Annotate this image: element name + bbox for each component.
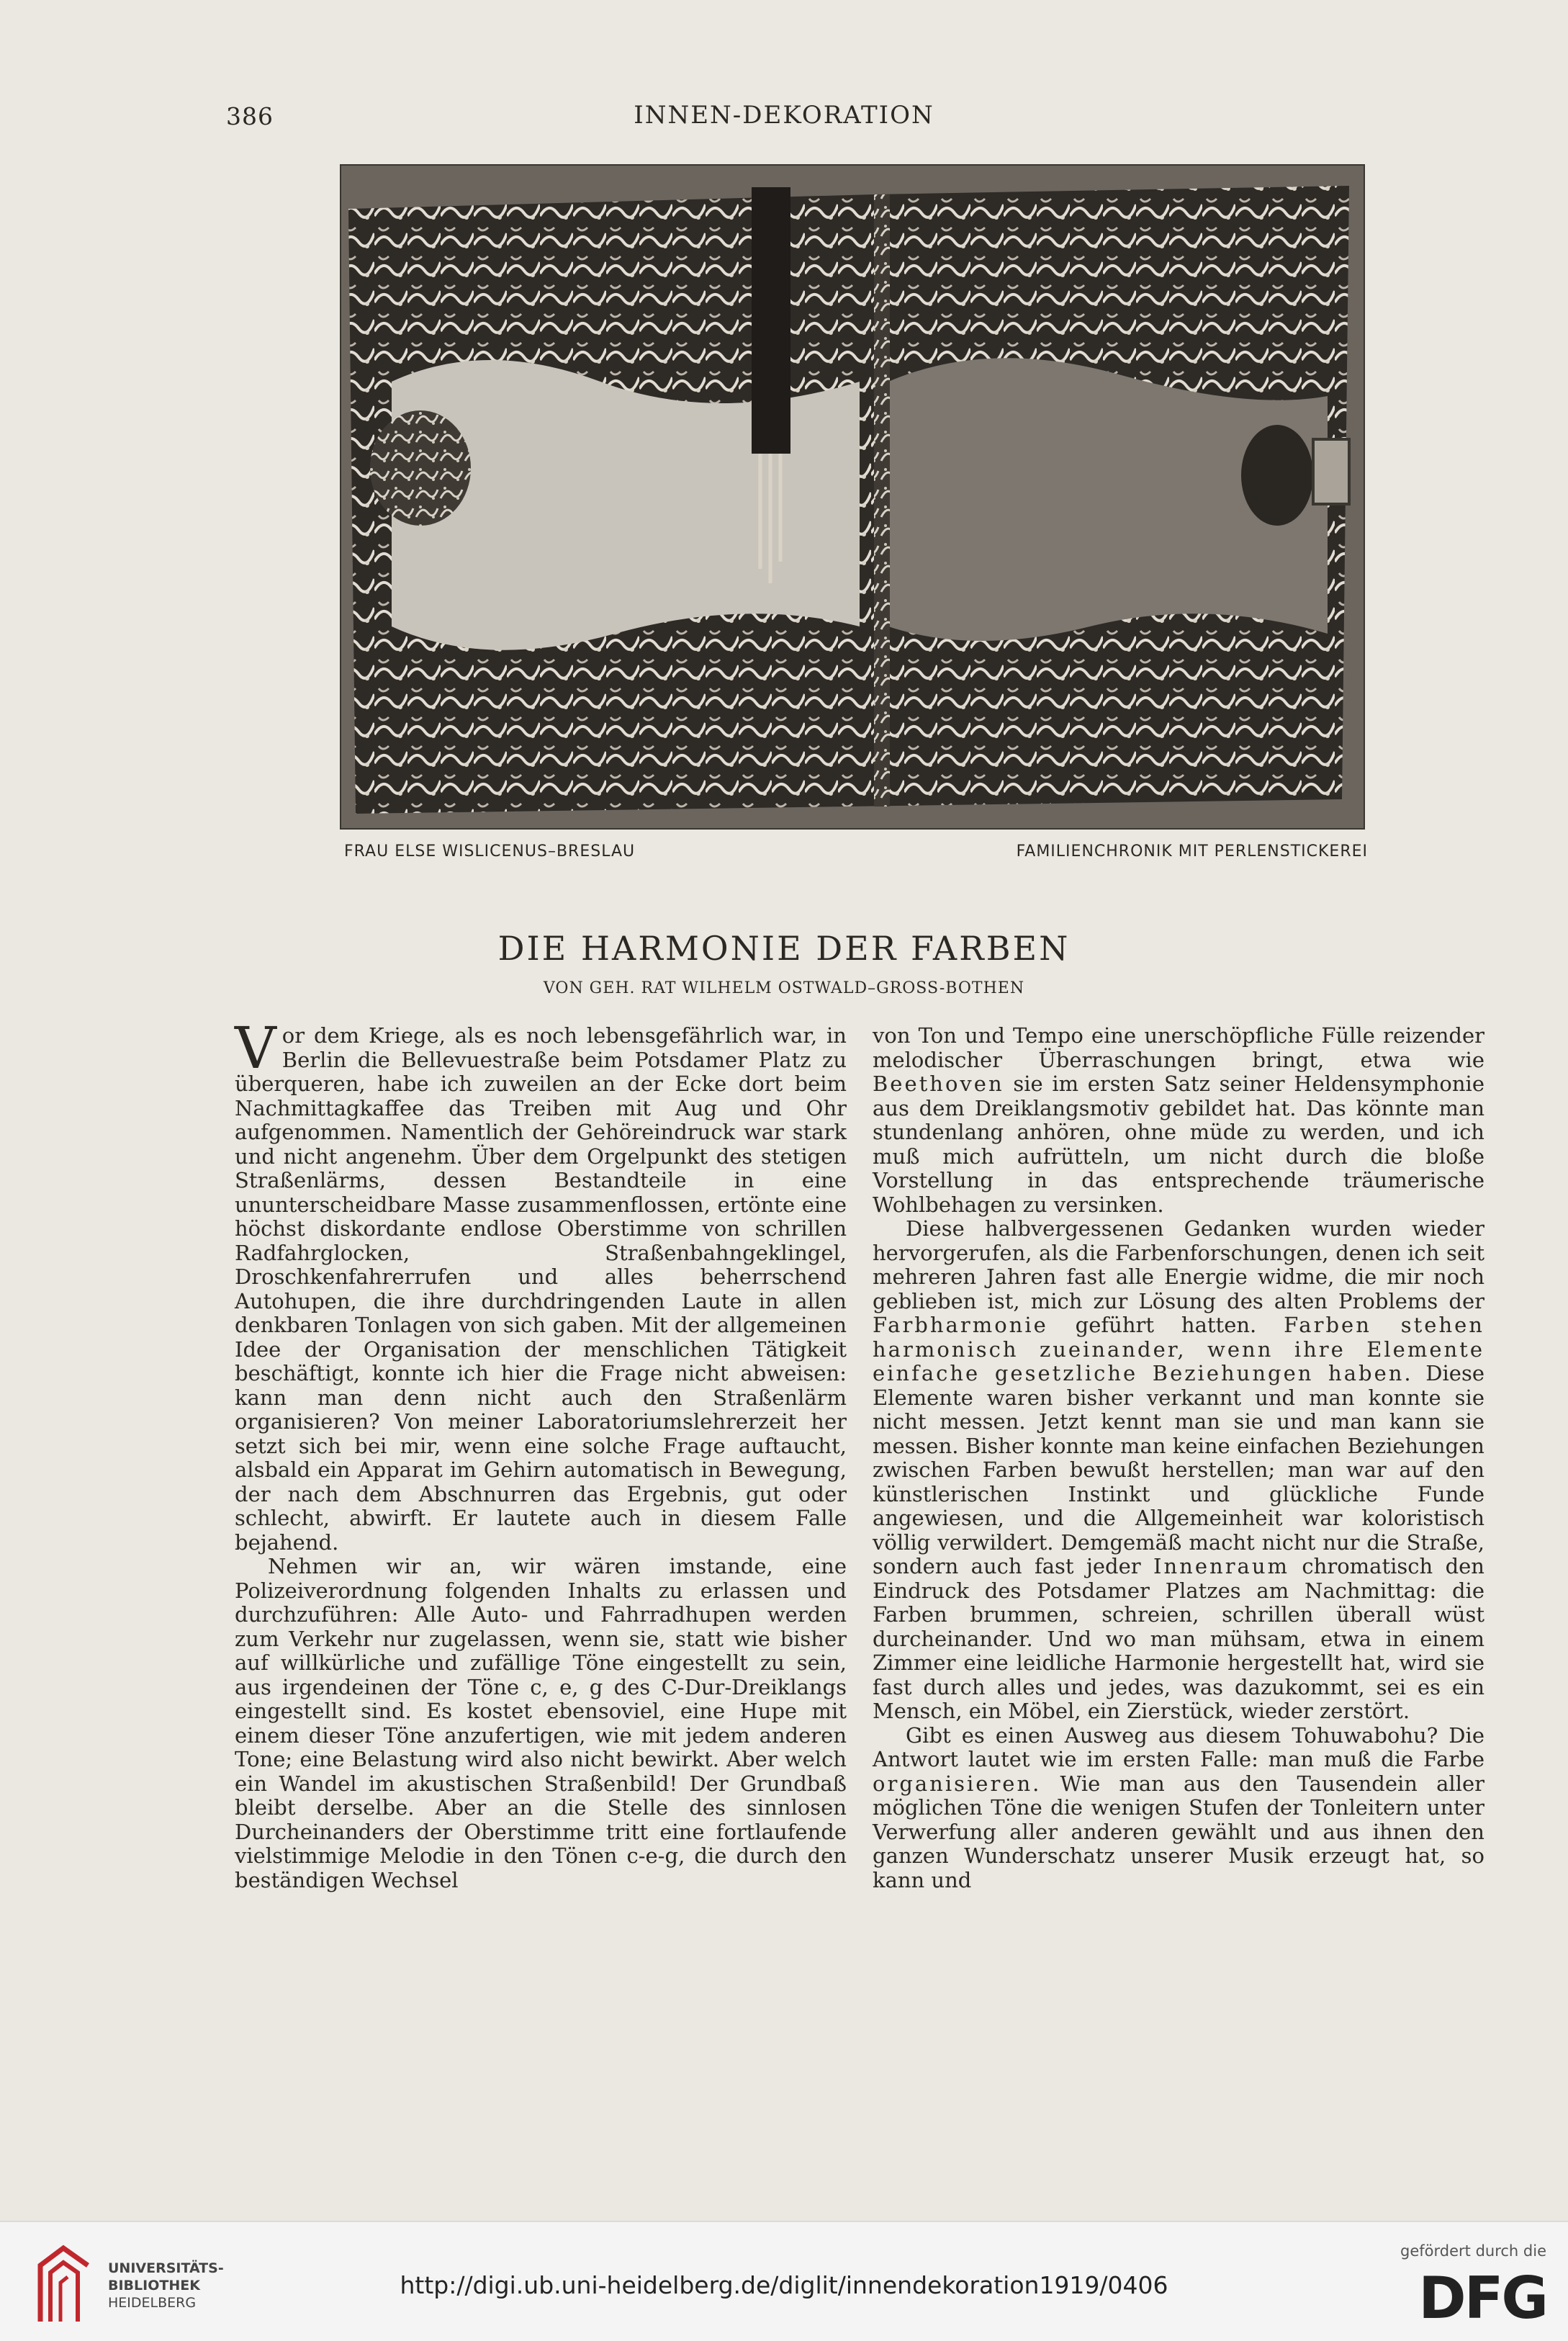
page-number: 386: [226, 102, 274, 130]
emphasis-spaced: Innenraum: [1153, 1554, 1290, 1578]
text-run: Diese halbvergessenen Gedanken wurden wieder hervorgerufen, als die Farbenforschungen, denen ich seit mehreren Jahren fast alle Energie widme, die mir noch geblieben ist, mich zur Lösung des alten Problems der: [873, 1216, 1484, 1313]
text-run: Wie man aus den Tausendein aller möglichen Töne die wenigen Stufen der Tonleitern unter Verwerfung aller anderen gewählt und aus ihnen den ganzen Wunderschatz unserer Musik erzeugt hat, so kann und: [873, 1771, 1484, 1892]
library-name-line: BIBLIOTHEK: [108, 2278, 200, 2293]
library-name-line: HEIDELBERG: [108, 2295, 197, 2311]
paragraph-text: or dem Kriege, als es noch lebensgefährlich war, in Berlin die Bellevuestraße beim Potsdamer Platz zu überqueren, habe ich zuweilen an der Ecke dort beim Nachmittagkaffee das Treiben mit Aug und Ohr aufgenommen. Namentlich der Gehöreindruck war stark und nicht angenehm. Über dem Orgelpunkt des stetigen Straßenlärms, dessen Bestandteile in eine ununterscheidbare Masse zusammenflossen, ertönte eine höchst diskordante endlose Oberstimme von schrillen Radfahrglocken, Straßenbahngeklingel, Droschkenfahrerrufen und alles beherrschend Autohupen, die ihre durchdringenden Laute in allen denkbaren Tonlagen von sich gaben. Mit der allgemeinen Idee der Organisation der menschlichen Tätigkeit beschäftigt, konnte ich hier die Frage nicht abweisen: kann man denn nicht auch den Straßenlärm organisieren? Von meiner Laboratoriumslehrerzeit her setzt sich bei mir, wenn eine solche Frage auftaucht, alsbald ein Apparat im Gehirn automatisch in Bewegung, der nach dem Abschnurren das Ergebnis, gut oder schlecht, abwirft. Er lautete auch in diesem Falle bejahend.: [235, 1023, 847, 1555]
article-title: DIE HARMONIE DER FARBEN: [497, 929, 1071, 968]
figure-photo: [340, 164, 1365, 830]
paragraph: [873, 1024, 1484, 1217]
footer-bar: [0, 2221, 1568, 2341]
article-byline: VON GEH. RAT WILHELM OSTWALD–GROSS-BOTHEN: [543, 979, 1025, 997]
drop-cap: V: [235, 1015, 276, 1082]
text-run: Gibt es einen Ausweg aus diesem Tohuwabohu? Die Antwort lautet wie im ersten Falle: man muß die Farbe: [873, 1722, 1484, 1771]
text-run: von Ton und Tempo eine unerschöpfliche Fülle reizender melodischer Überraschungen bringt, etwa wie: [873, 1023, 1484, 1072]
article-column-left: [235, 1015, 847, 1892]
paragraph: [873, 1724, 1484, 1893]
caption-left: FRAU ELSE WISLICENUS–BRESLAU: [344, 843, 636, 861]
emphasis-spaced: organisieren.: [873, 1771, 1042, 1796]
text-run: sie im ersten Satz seiner Heldensymphonie aus dem Dreiklangsmotiv gebildet hat. Das könnte man stundenlang anhören, ohne müde zu werden, und ich muß mich aufrütteln, um nicht durch die bloße Vorstellung in das entsprechende träumerische Wohlbehagen zu versinken.: [873, 1071, 1484, 1217]
funding-note: gefördert durch die: [1400, 2242, 1546, 2260]
emphasis-spaced: Farbharmonie: [873, 1313, 1048, 1337]
beaded-album-image: [341, 166, 1364, 828]
emphasis-spaced: Beethoven: [873, 1071, 1004, 1096]
source-url[interactable]: http://digi.ub.uni-heidelberg.de/diglit/innendekoration1919/0406: [400, 2271, 1168, 2299]
library-name-line: UNIVERSITÄTS-: [108, 2260, 224, 2276]
text-run: geführt hatten.: [1047, 1313, 1284, 1337]
emphasis-spaced: Farben stehen harmonisch zueinander, wenn ihre Elemente einfache gesetzliche Beziehungen haben.: [873, 1313, 1484, 1385]
text-run: chromatisch den Eindruck des Potsdamer Platzes am Nachmittag: die Farben brummen, schreien, schrillen überall wüst durcheinander. Und wo man mühsam, etwa in einem Zimmer eine leidliche Harmonie hergestellt hat, wird sie fast durch alles und jedes, was dazukommt, sei es ein Mensch, ein Möbel, ein Zierstück, wieder zerstört.: [873, 1554, 1484, 1723]
article-column-right: [873, 1024, 1484, 1892]
paragraph: [873, 1217, 1484, 1724]
dfg-logo: DFG: [1418, 2265, 1546, 2332]
text-run: Diese Elemente waren bisher verkannt und man konnte sie nicht messen. Jetzt kennt man sie und man kann sie messen. Bisher konnte man keine einfachen Beziehungen zwischen Farben bewußt herstellen; man war auf den künstlerischen Instinkt und glückliche Funde angewiesen, und die Allgemeinheit war koloristisch völlig verwildert. Demgemäß macht nicht nur die Straße, sondern auch fast jeder: [873, 1361, 1484, 1578]
running-title: INNEN-DEKORATION: [634, 101, 934, 130]
paragraph: Nehmen wir an, wir wären imstande, eine Polizeiverordnung folgenden Inhalts zu erlassen und durchzuführen: Alle Auto- und Fahrradhupen werden zum Verkehr nur zugelassen, wenn sie, statt wie bisher auf willkürliche und zufällige Töne eingestellt zu sein, aus irgendeinen der Töne c, e, g des C-Dur-Dreiklangs eingestellt sind. Es kostet ebensoviel, eine Hupe mit einem dieser Töne anzufertigen, wie mit jedem anderen Tone; eine Belastung wird also nicht bewirkt. Aber welch ein Wandel im akustischen Straßenbild! Der Grundbaß bleibt derselbe. Aber an die Stelle des sinnlosen Durcheinanders der Oberstimme tritt eine fortlaufende vielstimmige Melodie in den Tönen c-e-g, die durch den beständigen Wechsel: [235, 1554, 847, 1892]
paragraph: [235, 1015, 847, 1555]
caption-right: FAMILIENCHRONIK MIT PERLENSTICKEREI: [1016, 843, 1368, 861]
